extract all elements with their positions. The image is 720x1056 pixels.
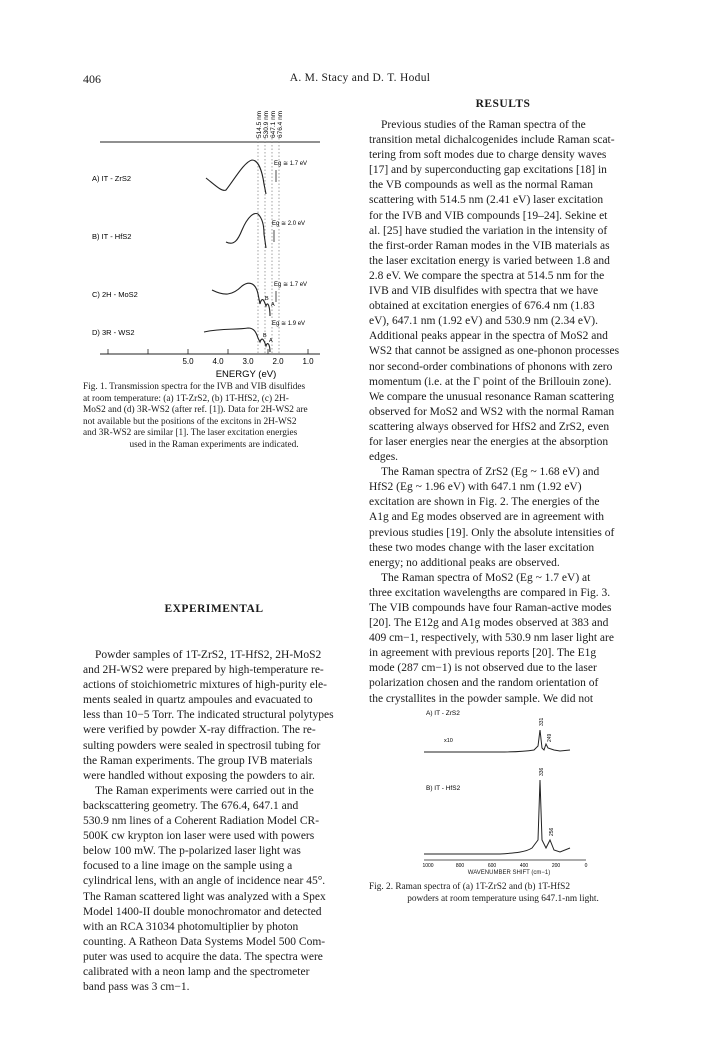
text-line: eV), 647.1 nm (1.92 eV) and 530.9 nm (2.34 eV). xyxy=(369,315,598,328)
fig2-x-axis-label: WAVENUMBER SHIFT (cm−1) xyxy=(467,870,551,876)
x-tick-label: 800 xyxy=(455,863,465,869)
text-line: mode (287 cm−1) is not observed due to the laser xyxy=(369,662,597,675)
text-line: polarization chosen and the random orientation of xyxy=(369,677,599,690)
caption-line: at room temperature: (a) 1T-ZrS2, (b) 1T-HfS2, (c) 2H- xyxy=(83,393,289,404)
panel-b-label: B) IT - HfS2 xyxy=(92,232,132,241)
panel-d-label: D) 3R - WS2 xyxy=(92,328,135,337)
fig2-peak-label: 256 xyxy=(549,827,555,836)
fig2-panel-a-scale: x10 xyxy=(444,738,453,744)
text-line: Powder samples of 1T-ZrS2, 1T-HfS2, 2H-MoS2 xyxy=(95,649,322,661)
text-line: these two modes change with the laser excitation xyxy=(369,541,595,554)
panel-c-curve xyxy=(212,283,270,316)
caption-line: not available but the positions of the excitons in 2H-WS2 xyxy=(83,416,297,427)
text-line: the first-order Raman modes in the VIB materials as xyxy=(369,239,610,252)
caption-line: Fig. 2. Raman spectra of (a) 1T-ZrS2 and (b) 1T-HfS2 xyxy=(369,882,570,892)
x-tick-label: 400 xyxy=(519,863,529,869)
x-tick-label: 5.0 xyxy=(182,357,194,366)
text-line: al. [25] have studied the variation in the intensity of xyxy=(369,224,608,237)
text-line: and 2H-WS2 were prepared by high-temperature re- xyxy=(83,664,324,677)
text-line: WS2 that cannot be assigned as one-phonon processes xyxy=(369,345,620,358)
x-axis-ticks xyxy=(108,349,308,354)
text-line: previous studies [19]. Only the absolute intensities of xyxy=(369,526,615,539)
text-line: The VIB compounds have four Raman-active modes xyxy=(369,602,612,614)
section-heading-results: RESULTS xyxy=(475,98,531,110)
text-line: [17] and by superconducting gap excitations [18] in xyxy=(369,164,607,177)
text-line: for the IVB and VIB compounds [19–24]. Sekine et xyxy=(369,209,608,222)
caption-line: MoS2 and (d) 3R-WS2 (after ref. [1]). Data for 2H-WS2 are xyxy=(83,405,308,416)
text-line: with an RCA 31034 photomultiplier by photon xyxy=(83,920,299,933)
fig2-peak-label: 336 xyxy=(539,767,545,776)
text-line: sulting powders were sealed in spectrosil tubing for xyxy=(83,739,321,752)
text-line: less than 10−5 Torr. The indicated structural polytypes xyxy=(83,709,334,722)
text-line: the laser excitation energy is varied between 1.8 and xyxy=(369,254,610,267)
fig2-panel-a-label: A) IT - ZrS2 xyxy=(426,710,460,717)
text-line: transition metal dichalcogenides include Raman scat- xyxy=(369,134,615,147)
paragraph xyxy=(369,465,637,571)
panel-c-gap: Eg ≅ 1.7 eV xyxy=(274,282,308,288)
text-line: We compare the unusual resonance Raman scattering xyxy=(369,390,614,403)
paragraph xyxy=(369,571,637,707)
x-tick-label: 600 xyxy=(487,863,497,869)
text-line: tering from soft modes due to charge density waves xyxy=(369,149,607,162)
laser-wavelength-labels xyxy=(256,111,284,138)
text-line: energy; no additional peaks are observed. xyxy=(369,556,560,569)
text-line: the Raman experiments. The group IVB materials xyxy=(83,754,313,767)
text-line: band pass was 3 cm−1. xyxy=(83,981,190,994)
caption-line: and 3R-WS2 are similar [1]. The laser excitation energies xyxy=(83,428,298,439)
paragraph xyxy=(83,648,345,784)
text-line: IVB and VIB disulfides with spectra that we have xyxy=(369,285,599,298)
caption-line: powders at room temperature using 647.1-nm light. xyxy=(407,893,599,904)
text-line: Previous studies of the Raman spectra of the xyxy=(381,119,586,131)
figure-2-caption xyxy=(369,882,637,905)
paragraph xyxy=(83,784,345,995)
panel-a-gap: Eg ≅ 1.7 eV xyxy=(274,161,308,167)
panel-a-curve xyxy=(206,160,266,194)
text-line: The Raman spectra of MoS2 (Eg ~ 1.7 eV) at xyxy=(381,571,591,584)
x-tick-label: 2.0 xyxy=(272,357,284,366)
x-tick-label: 200 xyxy=(551,863,561,869)
text-line: The Raman experiments were carried out in the xyxy=(95,784,314,797)
text-line: were verified by powder X-ray diffraction. The re- xyxy=(83,724,316,737)
text-line: 500K cw krypton ion laser were used with powers xyxy=(83,830,315,843)
text-line: edges. xyxy=(369,451,399,464)
page-number: 406 xyxy=(83,72,101,86)
text-line: The Raman spectra of ZrS2 (Eg ~ 1.68 eV) and xyxy=(381,466,600,479)
paragraph xyxy=(369,118,637,465)
panel-c-label: C) 2H - MoS2 xyxy=(92,290,138,299)
text-line: in agreement with previous reports [20]. The E1g xyxy=(369,647,597,660)
text-line: focused to a line image on the sample using a xyxy=(83,860,293,873)
text-line: scattering always observed for HfS2 and ZrS2, even xyxy=(369,420,610,433)
x-tick-label: 4.0 xyxy=(212,357,224,366)
x-axis-tick-labels xyxy=(182,357,314,366)
running-head: A. M. Stacy and D. T. Hodul xyxy=(289,72,431,84)
figure-1-caption xyxy=(83,382,345,452)
x-tick-label: 0 xyxy=(584,863,588,869)
caption-line: Fig. 1. Transmission spectra for the IVB and VIB disulfides xyxy=(83,382,306,392)
text-line: calibrated with a neon lamp and the spectrometer xyxy=(83,965,310,978)
fig2-x-tick-labels xyxy=(422,863,587,869)
text-line: below 100 mW. The p-polarized laser light was xyxy=(83,845,301,858)
x-tick-label: 1.0 xyxy=(302,357,314,366)
text-line: scattering with 514.5 nm (2.41 eV) laser excitation xyxy=(369,194,604,207)
text-line: [20]. The E12g and A1g modes observed at 383 and xyxy=(369,617,609,630)
text-line: actions of stoichiometric mixtures of high-purity ele- xyxy=(83,679,327,692)
wavelength-label: 676.4 nm xyxy=(277,110,284,138)
text-line: puter was used to acquire the data. The spectra were xyxy=(83,950,323,963)
x-tick-label: 3.0 xyxy=(242,357,254,366)
section-heading-experimental: EXPERIMENTAL xyxy=(164,603,264,615)
panel-b-gap: Eg ≅ 2.0 eV xyxy=(272,221,306,227)
x-axis-label: ENERGY (eV) xyxy=(215,369,277,380)
panel-b-curve xyxy=(226,214,266,248)
panel-d-gap: Eg ≅ 1.9 eV xyxy=(272,321,306,327)
text-line: momentum (i.e. at the Γ point of the Brillouin zone). xyxy=(369,375,612,388)
text-line: Model 1400-II double monochromator and detected xyxy=(83,905,322,918)
text-line: the VB compounds as well as the normal Raman xyxy=(369,179,593,192)
panel-a-label: A) IT - ZrS2 xyxy=(92,174,132,183)
caption-line: used in the Raman experiments are indicated. xyxy=(129,439,299,450)
text-line: counting. A Ratheon Data Systems Model 500 Com- xyxy=(83,935,326,948)
text-line: were handled without exposing the powders to air. xyxy=(83,769,315,782)
text-line: 409 cm−1, respectively, with 530.9 nm laser light are xyxy=(369,632,614,645)
text-line: obtained at excitation energies of 676.4 nm (1.83 xyxy=(369,300,595,313)
panel-d-exciton-a: A xyxy=(269,338,273,344)
fig2-peak-label: 331 xyxy=(539,717,545,726)
text-line: backscattering geometry. The 676.4, 647.1 and xyxy=(83,799,299,812)
text-line: ments sealed in quartz ampoules and evacuated to xyxy=(83,694,313,707)
wavelength-label: 647.1 nm xyxy=(270,110,277,138)
text-line: the crystallites in the powder sample. We did not xyxy=(369,692,594,705)
text-line: nor second-order combinations of phonons with zero xyxy=(369,360,613,373)
text-line: HfS2 (Eg ~ 1.96 eV) with 647.1 nm (1.92 eV) xyxy=(369,481,582,494)
results-body xyxy=(369,118,637,707)
wavelength-label: 530.9 nm xyxy=(263,110,270,138)
fig2-panel-b-label: B) IT - HfS2 xyxy=(426,785,461,792)
fig2-peak-label: 249 xyxy=(547,733,553,742)
panel-d-curve xyxy=(204,328,270,352)
text-line: excitation are shown in Fig. 2. The energies of the xyxy=(369,496,600,509)
text-line: for laser energies near the energies at the absorption xyxy=(369,435,609,448)
text-line: Additional peaks appear in the spectra of MoS2 and xyxy=(369,330,608,343)
text-line: three excitation wavelengths are compared in Fig. 3. xyxy=(369,586,611,599)
panel-c-exciton-b: B xyxy=(265,296,269,302)
text-line: observed for MoS2 and WS2 with the normal Raman xyxy=(369,405,615,418)
figure-1-transmission-spectra xyxy=(86,90,336,380)
wavelength-label: 514.5 nm xyxy=(256,110,263,138)
experimental-body xyxy=(83,648,345,995)
x-tick-label: 1000 xyxy=(422,863,434,869)
text-line: The Raman scattered light was analyzed with a Spex xyxy=(83,890,326,903)
panel-c-exciton-a: A xyxy=(271,302,275,308)
text-line: A1g and Eg modes observed are in agreement with xyxy=(369,511,605,524)
panel-d-exciton-b: B xyxy=(263,333,267,339)
figure-2-raman-spectra xyxy=(420,700,598,870)
text-line: cylindrical lens, with an angle of incidence near 45°. xyxy=(83,875,326,888)
text-line: 530.9 nm lines of a Coherent Radiation Model CR- xyxy=(83,815,320,828)
text-line: 2.8 eV. We compare the spectra at 514.5 nm for the xyxy=(369,269,605,282)
